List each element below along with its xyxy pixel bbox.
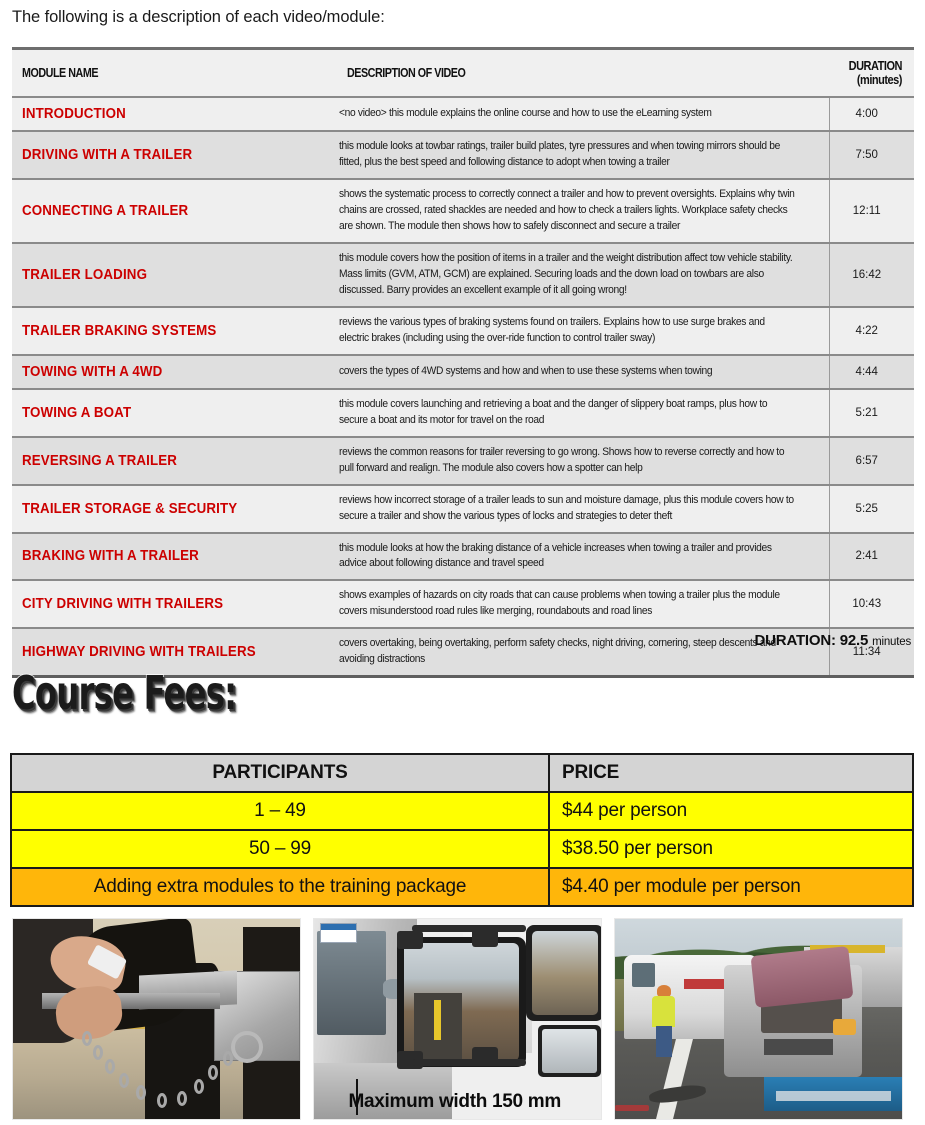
photo2-caption: Maximum width 150 mm: [348, 1091, 561, 1112]
module-row: [12, 533, 914, 581]
module-description-text: reviews the various types of braking systems found on trailers. Explains how to use surge brakes and electric brakes (including using the over-ride function to control trailer sway): [339, 315, 765, 344]
column-header-description-label: DESCRIPTION OF VIDEO: [347, 66, 466, 80]
photo-trailer-coupling-chain: [12, 918, 301, 1120]
photo1-shackle-ring: [231, 1031, 263, 1063]
module-name-cell: [12, 307, 337, 355]
module-name-label: REVERSING A TRAILER: [22, 452, 178, 469]
module-description-text: <no video> this module explains the online course and how to use the eLearning system: [339, 107, 712, 120]
module-duration-cell: 5:25: [829, 485, 914, 533]
module-description-cell: [337, 580, 829, 628]
pricing-table-body: [11, 792, 913, 906]
total-duration-label: DURATION: 92.5: [754, 632, 869, 649]
participants-cell: 50 – 99: [11, 830, 549, 868]
photo3-worker-trousers: [656, 1026, 673, 1057]
photo2-reflected-centre-line: [434, 1000, 441, 1040]
photo-towing-mirror: [313, 918, 602, 1120]
module-description-cell: [337, 97, 829, 131]
module-description-cell: [337, 437, 829, 485]
photo1-chain-link: [177, 1091, 187, 1106]
module-name-label: TOWING A BOAT: [22, 404, 132, 421]
price-cell: $4.40 per module per person: [549, 868, 913, 906]
pricing-row: [11, 830, 913, 868]
module-duration-cell: 6:57: [829, 437, 914, 485]
module-name-label: TRAILER STORAGE & SECURITY: [22, 500, 238, 517]
photo1-chain-link: [105, 1059, 115, 1074]
module-description-cell: [337, 533, 829, 581]
photo3-caravan-window: [632, 963, 655, 987]
column-header-duration: [829, 49, 914, 98]
photo1-chain-link: [223, 1051, 233, 1066]
module-description-cell: [337, 243, 829, 307]
photo2-towing-mirror-glass: [404, 943, 519, 1061]
modules-header-row: [12, 49, 914, 98]
module-description-text: covers the types of 4WD systems and how and when to use these systems when towing: [339, 364, 713, 377]
price-cell: $38.50 per person: [549, 830, 913, 868]
module-name-cell: [12, 437, 337, 485]
module-description-text: reviews the common reasons for trailer reversing to go wrong. Shows how to reverse correctly and how to pull forward and realign. The module also covers how a spotter can help: [339, 445, 785, 474]
column-header-duration-unit: (minutes): [856, 73, 902, 87]
module-description-cell: [337, 179, 829, 243]
column-header-duration-label: DURATION: [848, 59, 902, 73]
column-header-module-name-label: MODULE NAME: [22, 66, 99, 80]
module-name-cell: [12, 97, 337, 131]
photo2-logo-badge: [320, 923, 357, 943]
photo3-front-grille: [764, 1039, 833, 1055]
module-description-cell: [337, 355, 829, 389]
photo2-upper-rail: [412, 925, 527, 932]
photo-strip: [12, 918, 914, 1120]
column-header-module-name: [12, 49, 337, 98]
modules-table: [12, 47, 914, 678]
column-header-participants: PARTICIPANTS: [11, 754, 549, 792]
module-name-label: DRIVING WITH A TRAILER: [22, 146, 193, 163]
module-row: [12, 355, 914, 389]
module-name-label: TRAILER BRAKING SYSTEMS: [22, 322, 217, 339]
pricing-header-row: [11, 754, 913, 792]
module-duration-cell: 12:11: [829, 179, 914, 243]
module-row: [12, 389, 914, 437]
module-duration-cell: 4:00: [829, 97, 914, 131]
module-name-label: CONNECTING A TRAILER: [22, 202, 189, 219]
price-cell: $44 per person: [549, 792, 913, 830]
module-name-label: BRAKING WITH A TRAILER: [22, 548, 199, 565]
photo3-worker-hivis-shirt: [652, 996, 675, 1028]
module-description-cell: [337, 389, 829, 437]
module-description-text: shows the systematic process to correctly connect a trailer and how to prevent oversights. Explains why twin chains are crossed, rated shackles are needed and how to check a trailers lights. Workplace safety checks are shown. The module then shows how to safely disconnect and secure a trailer: [339, 187, 795, 232]
module-name-cell: [12, 131, 337, 179]
total-duration-unit: minutes: [872, 636, 911, 648]
module-duration-cell: 4:44: [829, 355, 914, 389]
photo3-worker: [652, 985, 675, 1057]
module-description-text: this module looks at how the braking distance of a vehicle increases when towing a trailer and provides advice about following distance and travel speed: [339, 541, 772, 570]
module-description-text: covers overtaking, being overtaking, perform safety checks, night driving, cornering, steep descents and avoiding distractions: [339, 637, 776, 666]
module-name-cell: [12, 355, 337, 389]
module-row: [12, 97, 914, 131]
module-duration-cell: 10:43: [829, 580, 914, 628]
photo3-hose: [615, 1105, 649, 1111]
module-duration-cell: 5:21: [829, 389, 914, 437]
module-description-text: shows examples of hazards on city roads that can cause problems when towing a trailer plus the module covers misunderstood road rules like merging, roundabouts and road lines: [339, 589, 780, 618]
photo3-tilt-tray-lettering: [776, 1091, 891, 1101]
module-row: [12, 437, 914, 485]
module-row: [12, 243, 914, 307]
module-name-cell: [12, 580, 337, 628]
module-description-text: this module covers how the position of items in a trailer and the weight distribution affect tow vehicle stability. Mass limits (GVM, ATM, GCM) are explained. Securing loads and the down load on towbars are also discussed. Barry provides an excellent example of it all going wrong!: [339, 251, 793, 296]
module-description-cell: [337, 485, 829, 533]
module-row: [12, 307, 914, 355]
column-header-description: [337, 49, 829, 98]
photo2-clamp-top-left: [397, 931, 423, 949]
module-name-cell: [12, 389, 337, 437]
pricing-table-container: [10, 753, 912, 907]
module-name-label: TRAILER LOADING: [22, 266, 148, 283]
photo2-extension-mirror-glass: [532, 931, 598, 1015]
pricing-row: [11, 868, 913, 906]
module-duration-cell: 7:50: [829, 131, 914, 179]
intro-text: The following is a description of each video/module:: [12, 8, 385, 26]
modules-table-body: [12, 97, 914, 677]
module-row: [12, 131, 914, 179]
photo2-convex-mirror-glass: [542, 1029, 597, 1073]
pricing-table: [10, 753, 914, 907]
module-name-cell: [12, 179, 337, 243]
pricing-table-head: [11, 754, 913, 792]
course-fees-heading: Course Fees:: [12, 666, 237, 720]
module-duration-cell: 16:42: [829, 243, 914, 307]
module-duration-cell: 2:41: [829, 533, 914, 581]
column-header-price: PRICE: [549, 754, 913, 792]
module-name-label: HIGHWAY DRIVING WITH TRAILERS: [22, 644, 256, 661]
module-description-text: this module looks at towbar ratings, trailer build plates, tyre pressures and when towing mirrors should be fitted, plus the best speed and following distance to adopt when towing a trailer: [339, 140, 781, 168]
modules-table-container: [12, 47, 914, 678]
module-duration-cell: 11:34: [829, 628, 914, 676]
photo2-lower-rail: [412, 1059, 527, 1066]
module-row: [12, 580, 914, 628]
participants-cell: 1 – 49: [11, 792, 549, 830]
photo2-side-window: [317, 931, 386, 1035]
module-description-text: reviews how incorrect storage of a trailer leads to sun and moisture damage, plus this module covers how to secure a trailer and show the various types of locks and strategies to deter theft: [339, 493, 794, 522]
module-row: [12, 179, 914, 243]
module-name-label: TOWING WITH A 4WD: [22, 363, 163, 380]
module-description-cell: [337, 307, 829, 355]
photo3-worker-helmet: [657, 985, 671, 997]
module-duration-cell: 4:22: [829, 307, 914, 355]
module-name-cell: [12, 243, 337, 307]
photo-caravan-crash: [614, 918, 903, 1120]
module-name-cell: [12, 533, 337, 581]
module-name-label: CITY DRIVING WITH TRAILERS: [22, 596, 224, 613]
pricing-row: [11, 792, 913, 830]
participants-cell: Adding extra modules to the training package: [11, 868, 549, 906]
module-row: [12, 485, 914, 533]
photo3-crumpled-bonnet: [750, 946, 852, 1008]
photo1-chain-link: [194, 1079, 204, 1094]
module-name-cell: [12, 485, 337, 533]
photo3-headlamp: [833, 1019, 856, 1035]
module-description-text: this module covers launching and retrieving a boat and the danger of slippery boat ramps, plus how to secure a boat and its motor for travel on the road: [339, 397, 768, 426]
photo1-chain-link: [157, 1093, 167, 1108]
module-name-label: INTRODUCTION: [22, 106, 126, 122]
photo1-chain-link: [82, 1031, 92, 1046]
modules-table-head: [12, 49, 914, 98]
module-description-cell: [337, 131, 829, 179]
total-duration: [755, 632, 911, 649]
